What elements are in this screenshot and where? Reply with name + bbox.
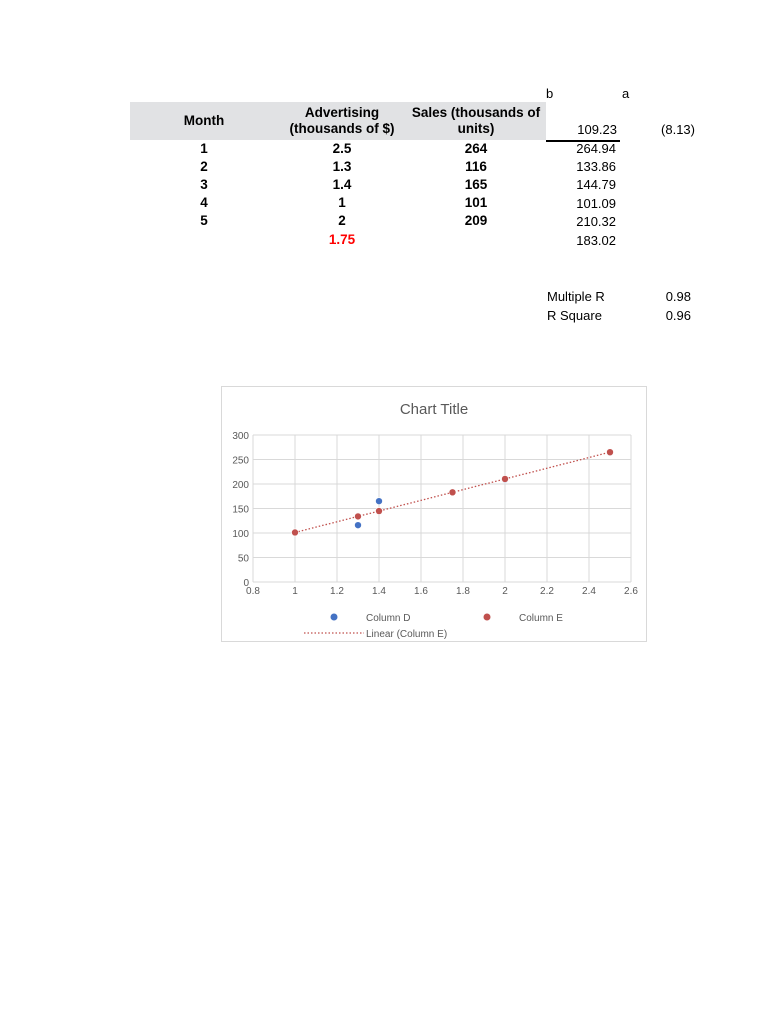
header-month: Month [183,113,225,128]
advertising-cell: 1 [338,195,346,210]
sales-cell: 101 [464,195,488,210]
month-cell: 3 [200,177,208,192]
data-point-column-e [607,449,614,456]
sales-cell: 165 [464,177,488,192]
y-tick-label: 0 [243,578,249,589]
x-tick-label: 1.6 [414,586,428,597]
prediction-value: 144.79 [576,177,616,192]
data-point-column-e [355,513,362,520]
prediction-value: 183.02 [576,233,616,248]
r-square-label: R Square [547,308,602,323]
scatter-chart[interactable] [221,386,647,642]
x-tick-label: 2 [502,586,508,597]
y-tick-label: 150 [232,504,249,516]
advertising-cell: 1.4 [332,177,352,192]
advertising-cell: 1.3 [332,159,352,174]
data-point-column-e [502,475,509,482]
advertising-cell: 2.5 [332,141,352,156]
x-tick-label: 2.2 [540,586,554,597]
prediction-value: 264.94 [576,141,616,156]
sales-cell: 116 [465,159,487,174]
header-advertising: Advertising (thousands of $) [289,105,395,136]
legend-label-trendline: Linear (Column E) [366,629,448,640]
y-tick-label: 200 [232,480,249,491]
data-point-column-e [376,508,383,515]
data-point-column-d [355,522,362,529]
month-cell: 4 [200,195,208,210]
data-point-column-d [376,498,383,505]
x-tick-label: 1.4 [372,586,386,597]
x-tick-label: 1 [292,586,298,597]
tick-layer [232,431,638,597]
b-coefficient-value: 109.23 [577,122,617,137]
x-tick-label: 2.4 [582,586,596,597]
month-cell: 1 [200,141,208,156]
month-cell: 2 [200,159,208,174]
y-tick-label: 50 [237,553,249,565]
x-tick-label: 2.6 [624,586,638,597]
data-point-column-e [449,489,456,496]
forecast-advertising-cell: 1.75 [328,232,356,247]
coef-a-header: a [622,86,630,101]
chart-svg [222,387,646,641]
coef-b-header: b [546,86,554,101]
point-layer [292,449,614,536]
r-square-value: 0.96 [665,308,691,323]
grid-layer [253,435,631,582]
sales-cell: 264 [464,141,488,156]
a-coefficient-value: (8.13) [661,122,695,137]
y-tick-label: 300 [232,431,249,442]
x-tick-label: 1.2 [330,586,344,597]
sales-cell: 209 [464,213,488,228]
legend-label-column-e: Column E [519,613,563,624]
advertising-cell: 2 [338,213,346,228]
x-tick-label: 0.8 [246,586,260,597]
legend-label-column-d: Column D [366,613,411,624]
legend-layer [304,613,563,640]
month-cell: 5 [200,213,208,228]
header-sales: Sales (thousands of units) [411,105,541,136]
legend-marker-column-e [484,614,491,621]
prediction-value: 210.32 [576,214,616,229]
multiple-r-label: Multiple R [547,289,605,304]
multiple-r-value: 0.98 [665,289,691,304]
chart-title: Chart Title [399,401,469,418]
data-point-column-e [292,529,299,536]
prediction-value: 101.09 [576,196,616,211]
y-tick-label: 100 [232,529,249,540]
legend-marker-column-d [331,614,338,621]
x-tick-label: 1.8 [456,586,470,597]
y-tick-label: 250 [232,455,249,467]
prediction-value: 133.86 [576,159,616,174]
